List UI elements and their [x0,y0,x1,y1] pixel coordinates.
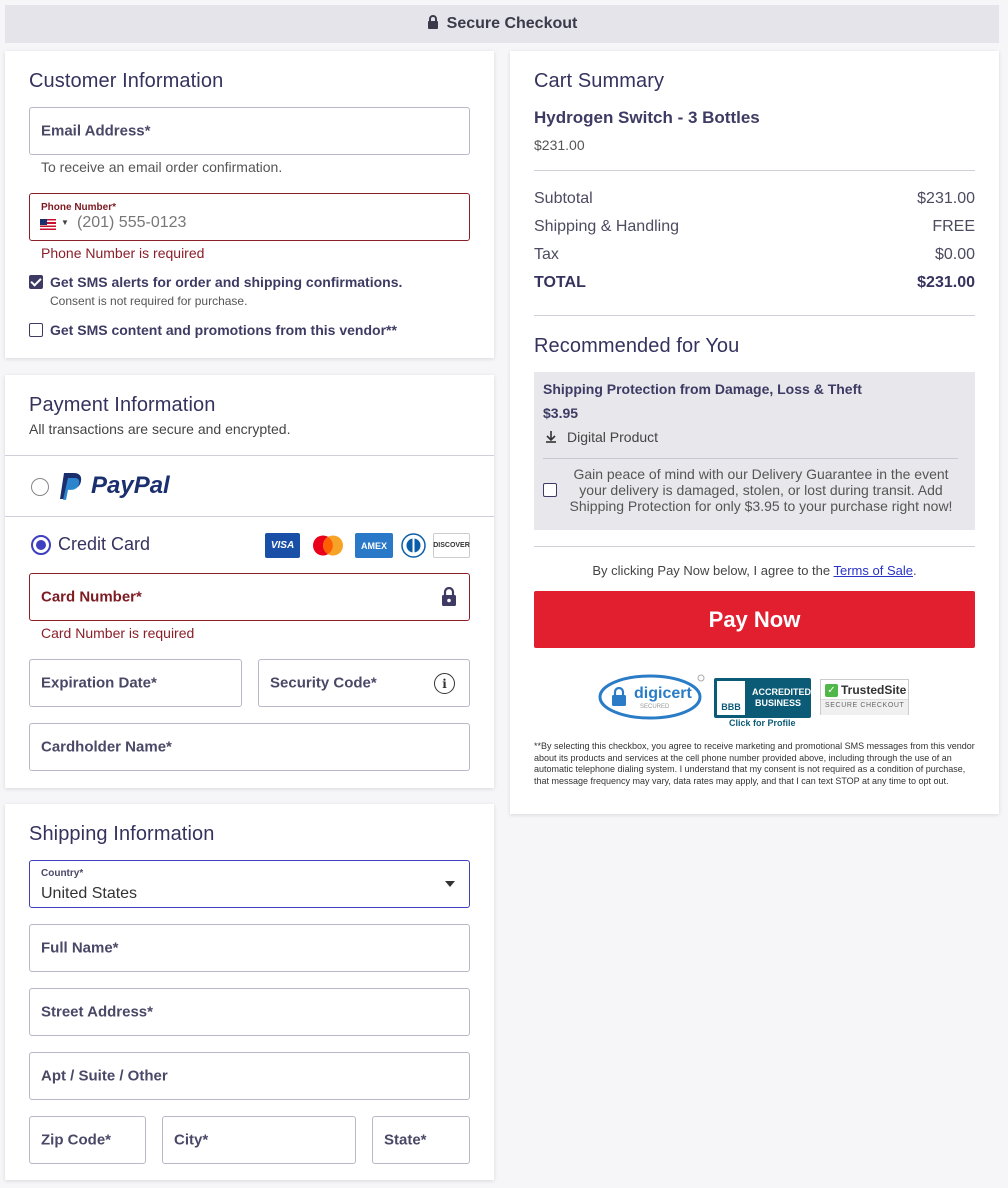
full-name-label: Full Name* [41,939,119,957]
country-label: Country* [41,868,84,879]
email-label: Email Address* [41,122,151,140]
tax-value: $0.00 [934,246,975,263]
digicert-badge[interactable] [598,674,706,720]
apt-suite-label: Apt / Suite / Other [41,1067,168,1085]
payment-information-title: Payment Information [29,394,216,416]
subtotal-value: $231.00 [917,190,975,207]
paypal-label: PayPal [91,472,170,499]
bbb-line1: ACCREDITED [752,687,812,697]
email-field[interactable] [29,107,470,155]
trustedsite-badge[interactable] [820,679,909,715]
city-field[interactable] [162,1116,356,1164]
chevron-down-icon[interactable]: ▼ [61,218,69,227]
info-icon[interactable]: i [434,673,455,694]
sms-disclaimer: **By selecting this checkbox, you agree to receive marketing and promotional SMS messages from this vendor about its products and services at the cell phone number provided above, including through the use of an automatic telephone dialing system. I understand that my consent is not required as a condition of purchase, that message frequency may vary, data rates may apply, and that I can text STOP at any time to opt out. [534,741,975,787]
mastercard-icon [310,533,346,558]
paypal-option[interactable] [5,456,494,516]
offer-item-name: Shipping Protection from Damage, Loss & Theft [543,381,862,397]
subtotal-label: Subtotal [534,190,593,207]
card-number-error: Card Number is required [41,625,195,641]
paypal-icon [57,471,85,506]
lock-icon [611,687,627,712]
sms-alerts-subtext: Consent is not required for purchase. [50,294,248,308]
offer-item-type: Digital Product [567,429,659,445]
cardholder-name-field[interactable] [29,723,470,771]
recommended-title: Recommended for You [534,335,740,357]
divider [5,516,494,517]
total-label: TOTAL [534,274,586,291]
expiration-date-field[interactable] [29,659,242,707]
terms-suffix: . [912,563,917,578]
expiration-date-label: Expiration Date* [41,674,157,692]
trustedsite-label: TrustedSite [841,683,907,697]
card-number-field[interactable] [29,573,470,621]
phone-field[interactable] [29,193,470,241]
bbb-logo: BBB [717,681,745,715]
lock-icon [427,15,439,34]
sms-alerts-label[interactable]: Get SMS alerts for order and shipping confirmations. [50,274,403,290]
card-brand-icons [265,533,471,558]
bbb-profile-link[interactable]: Click for Profile [729,718,796,728]
lock-icon [441,587,457,612]
divider [534,546,975,547]
check-icon: ✓ [825,684,838,697]
download-icon [545,430,557,448]
tax-label: Tax [534,246,559,263]
divider [534,315,975,316]
divider [543,458,958,459]
terms-agreement [534,563,975,578]
pay-now-button[interactable]: Pay Now [534,591,975,648]
full-name-field[interactable] [29,924,470,972]
shipping-label: Shipping & Handling [534,218,679,235]
us-flag-icon[interactable] [40,219,56,230]
cart-summary-card [510,51,999,814]
subtotal-row [534,190,975,208]
trustedsite-sub-label: SECURE CHECKOUT [825,702,905,709]
digicert-sub: SECURED [640,704,670,710]
discover-icon: DISCOVER [433,533,470,558]
terms-prefix: By clicking Pay Now below, I agree to the [592,563,834,578]
state-field[interactable] [372,1116,470,1164]
sms-alerts-checkbox[interactable] [29,275,43,289]
product-price: $231.00 [534,137,585,153]
sms-promo-checkbox[interactable] [29,323,43,337]
phone-label: Phone Number* [41,202,117,213]
security-code-label: Security Code* [270,674,377,692]
country-select[interactable] [29,860,470,908]
payment-information-card [5,375,494,788]
shipping-row [534,218,975,236]
bbb-badge[interactable] [714,678,811,718]
card-number-label: Card Number* [41,588,142,606]
amex-icon: AMEX [355,533,393,558]
terms-of-sale-link[interactable]: Terms of Sale [833,563,913,578]
state-label: State* [384,1131,427,1149]
zip-code-label: Zip Code* [41,1131,111,1149]
divider [534,170,975,171]
customer-information-card [5,51,494,358]
credit-card-radio[interactable] [31,535,51,555]
zip-code-field[interactable] [29,1116,146,1164]
product-name: Hydrogen Switch - 3 Bottles [534,108,760,127]
tax-row [534,246,975,264]
diners-icon [401,533,426,558]
chevron-down-icon [445,881,455,887]
email-hint: To receive an email order confirmation. [41,159,283,175]
bbb-line2: BUSINESS [755,698,802,708]
street-address-label: Street Address* [41,1003,153,1021]
shipping-information-title: Shipping Information [29,823,215,845]
city-label: City* [174,1131,209,1149]
payment-subtitle: All transactions are secure and encrypted. [29,421,291,437]
apt-suite-field[interactable] [29,1052,470,1100]
phone-error: Phone Number is required [41,245,205,261]
cart-summary-title: Cart Summary [534,70,665,92]
street-address-field[interactable] [29,988,470,1036]
offer-item-price: $3.95 [543,405,579,421]
page-title: Secure Checkout [446,15,578,32]
shipping-protection-checkbox[interactable] [543,483,557,497]
paypal-radio[interactable] [31,478,49,496]
country-value: United States [41,885,138,902]
digicert-label: digicert [634,685,692,702]
visa-icon: VISA [265,533,300,558]
customer-information-title: Customer Information [29,70,224,92]
shipping-value: FREE [932,218,975,235]
security-code-field[interactable] [258,659,470,707]
secure-checkout-bar [5,5,999,43]
total-row [534,274,975,292]
phone-input[interactable]: (201) 555-0123 [77,214,187,231]
offer-text[interactable]: Gain peace of mind with our Delivery Guarantee in the event your delivery is damaged, stolen, or lost during transit. Add Shipping Protection for only $3.95 to your purchase right now! [569,466,953,514]
cardholder-name-label: Cardholder Name* [41,738,172,756]
total-value: $231.00 [917,274,975,291]
credit-card-label[interactable]: Credit Card [58,534,151,554]
shipping-protection-offer [534,372,975,530]
sms-promo-label[interactable]: Get SMS content and promotions from this vendor** [50,322,397,338]
shipping-information-card [5,804,494,1180]
